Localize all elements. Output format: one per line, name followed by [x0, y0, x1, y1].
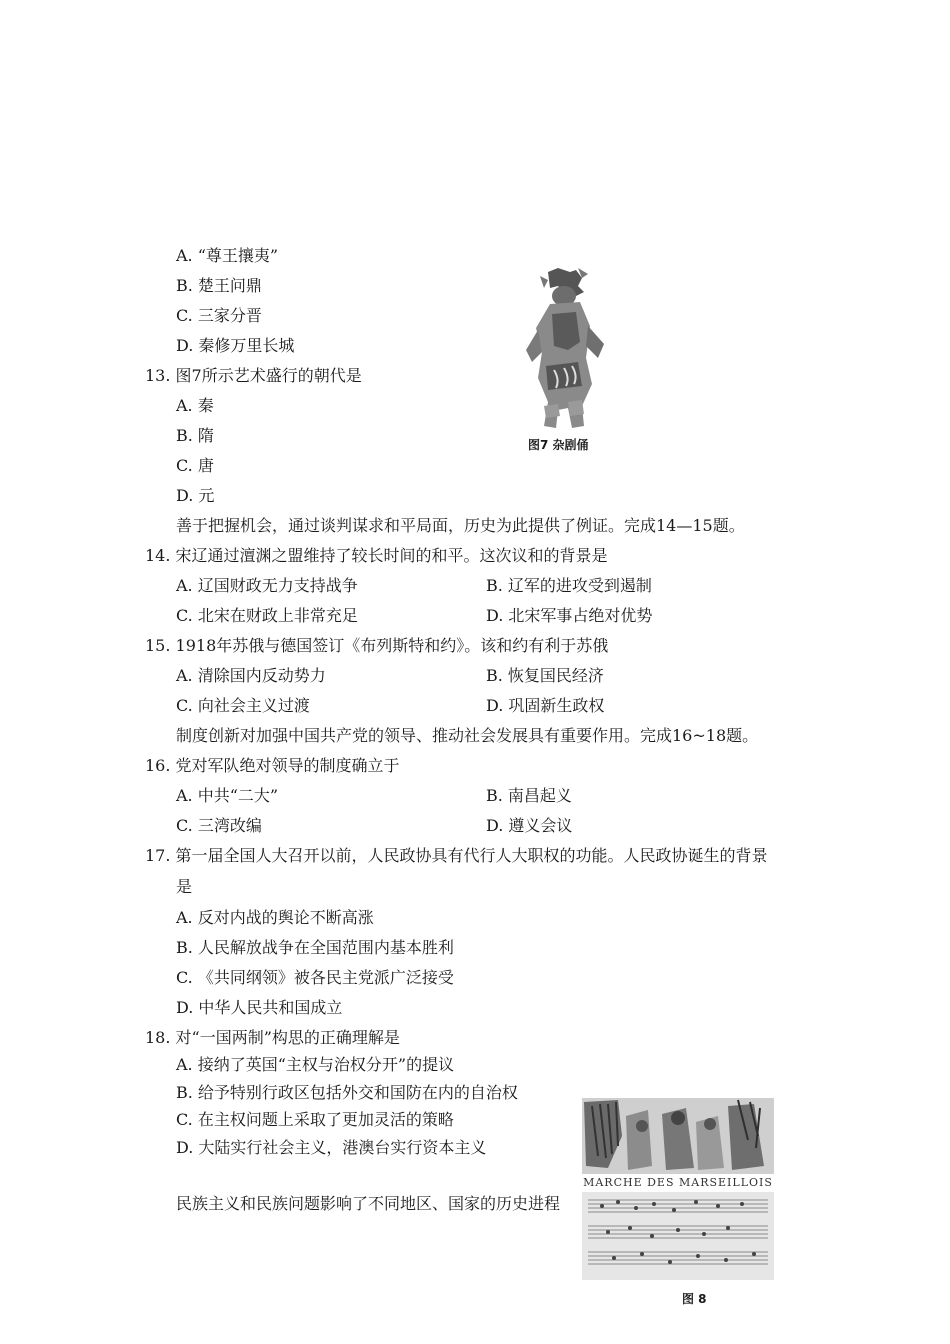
q18-option-c: C. 在主权问题上采取了更加灵活的策略 — [176, 1110, 454, 1129]
figure8-illustration — [578, 1096, 778, 1282]
q13-option-c: C. 唐 — [176, 456, 214, 475]
figure8-marseillaise-image — [578, 1096, 778, 1282]
q15-option-b: B. 恢复国民经济 — [486, 666, 604, 685]
q16-stem: 16. 党对军队绝对领导的制度确立于 — [145, 756, 400, 775]
q16-option-d: D. 遵义会议 — [486, 816, 573, 835]
q18-option-d: D. 大陆实行社会主义，港澳台实行资本主义 — [176, 1138, 487, 1157]
q12-option-c: C. 三家分晋 — [176, 306, 262, 325]
q15-stem: 15. 1918年苏俄与德国签订《布列斯特和约》。该和约有利于苏俄 — [145, 636, 609, 655]
figure8-caption: 图 8 — [682, 1292, 707, 1306]
q12-option-d: D. 秦修万里长城 — [176, 336, 295, 355]
q17-stem-line1: 17. 第一届全国人大召开以前，人民政协具有代行人大职权的功能。人民政协诞生的背景 — [145, 846, 768, 865]
figure8-banner-text: MARCHE DES MARSEILLOIS — [583, 1176, 773, 1189]
intro-14-15: 善于把握机会，通过谈判谋求和平局面，历史为此提供了例证。完成14—15题。 — [176, 516, 745, 535]
q17-option-a: A. 反对内战的舆论不断高涨 — [176, 908, 374, 927]
q18-option-b: B. 给予特别行政区包括外交和国防在内的自治权 — [176, 1083, 518, 1102]
q14-option-a: A. 辽国财政无力支持战争 — [176, 576, 358, 595]
q14-stem: 14. 宋辽通过澶渊之盟维持了较长时间的和平。这次议和的背景是 — [145, 546, 608, 565]
q13-option-a: A. 秦 — [176, 396, 214, 415]
q18-stem: 18. 对“一国两制”构思的正确理解是 — [145, 1028, 400, 1047]
q16-option-a: A. 中共“二大” — [176, 786, 279, 805]
figure7-figurine-image — [518, 266, 610, 434]
figure7-caption: 图7 杂剧俑 — [528, 438, 589, 452]
q14-option-c: C. 北宋在财政上非常充足 — [176, 606, 358, 625]
q15-option-d: D. 巩固新生政权 — [486, 696, 605, 715]
q15-option-a: A. 清除国内反动势力 — [176, 666, 326, 685]
q13-stem: 13. 图7所示艺术盛行的朝代是 — [145, 366, 362, 385]
q16-option-c: C. 三湾改编 — [176, 816, 262, 835]
q13-option-b: B. 隋 — [176, 426, 214, 445]
q14-option-b: B. 辽军的进攻受到遏制 — [486, 576, 652, 595]
q17-option-d: D. 中华人民共和国成立 — [176, 998, 343, 1017]
q17-option-c: C. 《共同纲领》被各民主党派广泛接受 — [176, 968, 454, 987]
intro-16-18: 制度创新对加强中国共产党的领导、推动社会发展具有重要作用。完成16~18题。 — [176, 726, 759, 745]
q17-option-b: B. 人民解放战争在全国范围内基本胜利 — [176, 938, 454, 957]
intro-nationalism: 民族主义和民族问题影响了不同地区、国家的历史进程 — [176, 1194, 561, 1213]
q17-stem-line2: 是 — [176, 877, 193, 896]
q16-option-b: B. 南昌起义 — [486, 786, 572, 805]
q18-option-a: A. 接纳了英国“主权与治权分开”的提议 — [176, 1055, 455, 1074]
q12-option-a: A. “尊王攘夷” — [176, 246, 279, 265]
q13-option-d: D. 元 — [176, 486, 215, 505]
q12-option-b: B. 楚王问鼎 — [176, 276, 262, 295]
q15-option-c: C. 向社会主义过渡 — [176, 696, 310, 715]
q14-option-d: D. 北宋军事占绝对优势 — [486, 606, 653, 625]
